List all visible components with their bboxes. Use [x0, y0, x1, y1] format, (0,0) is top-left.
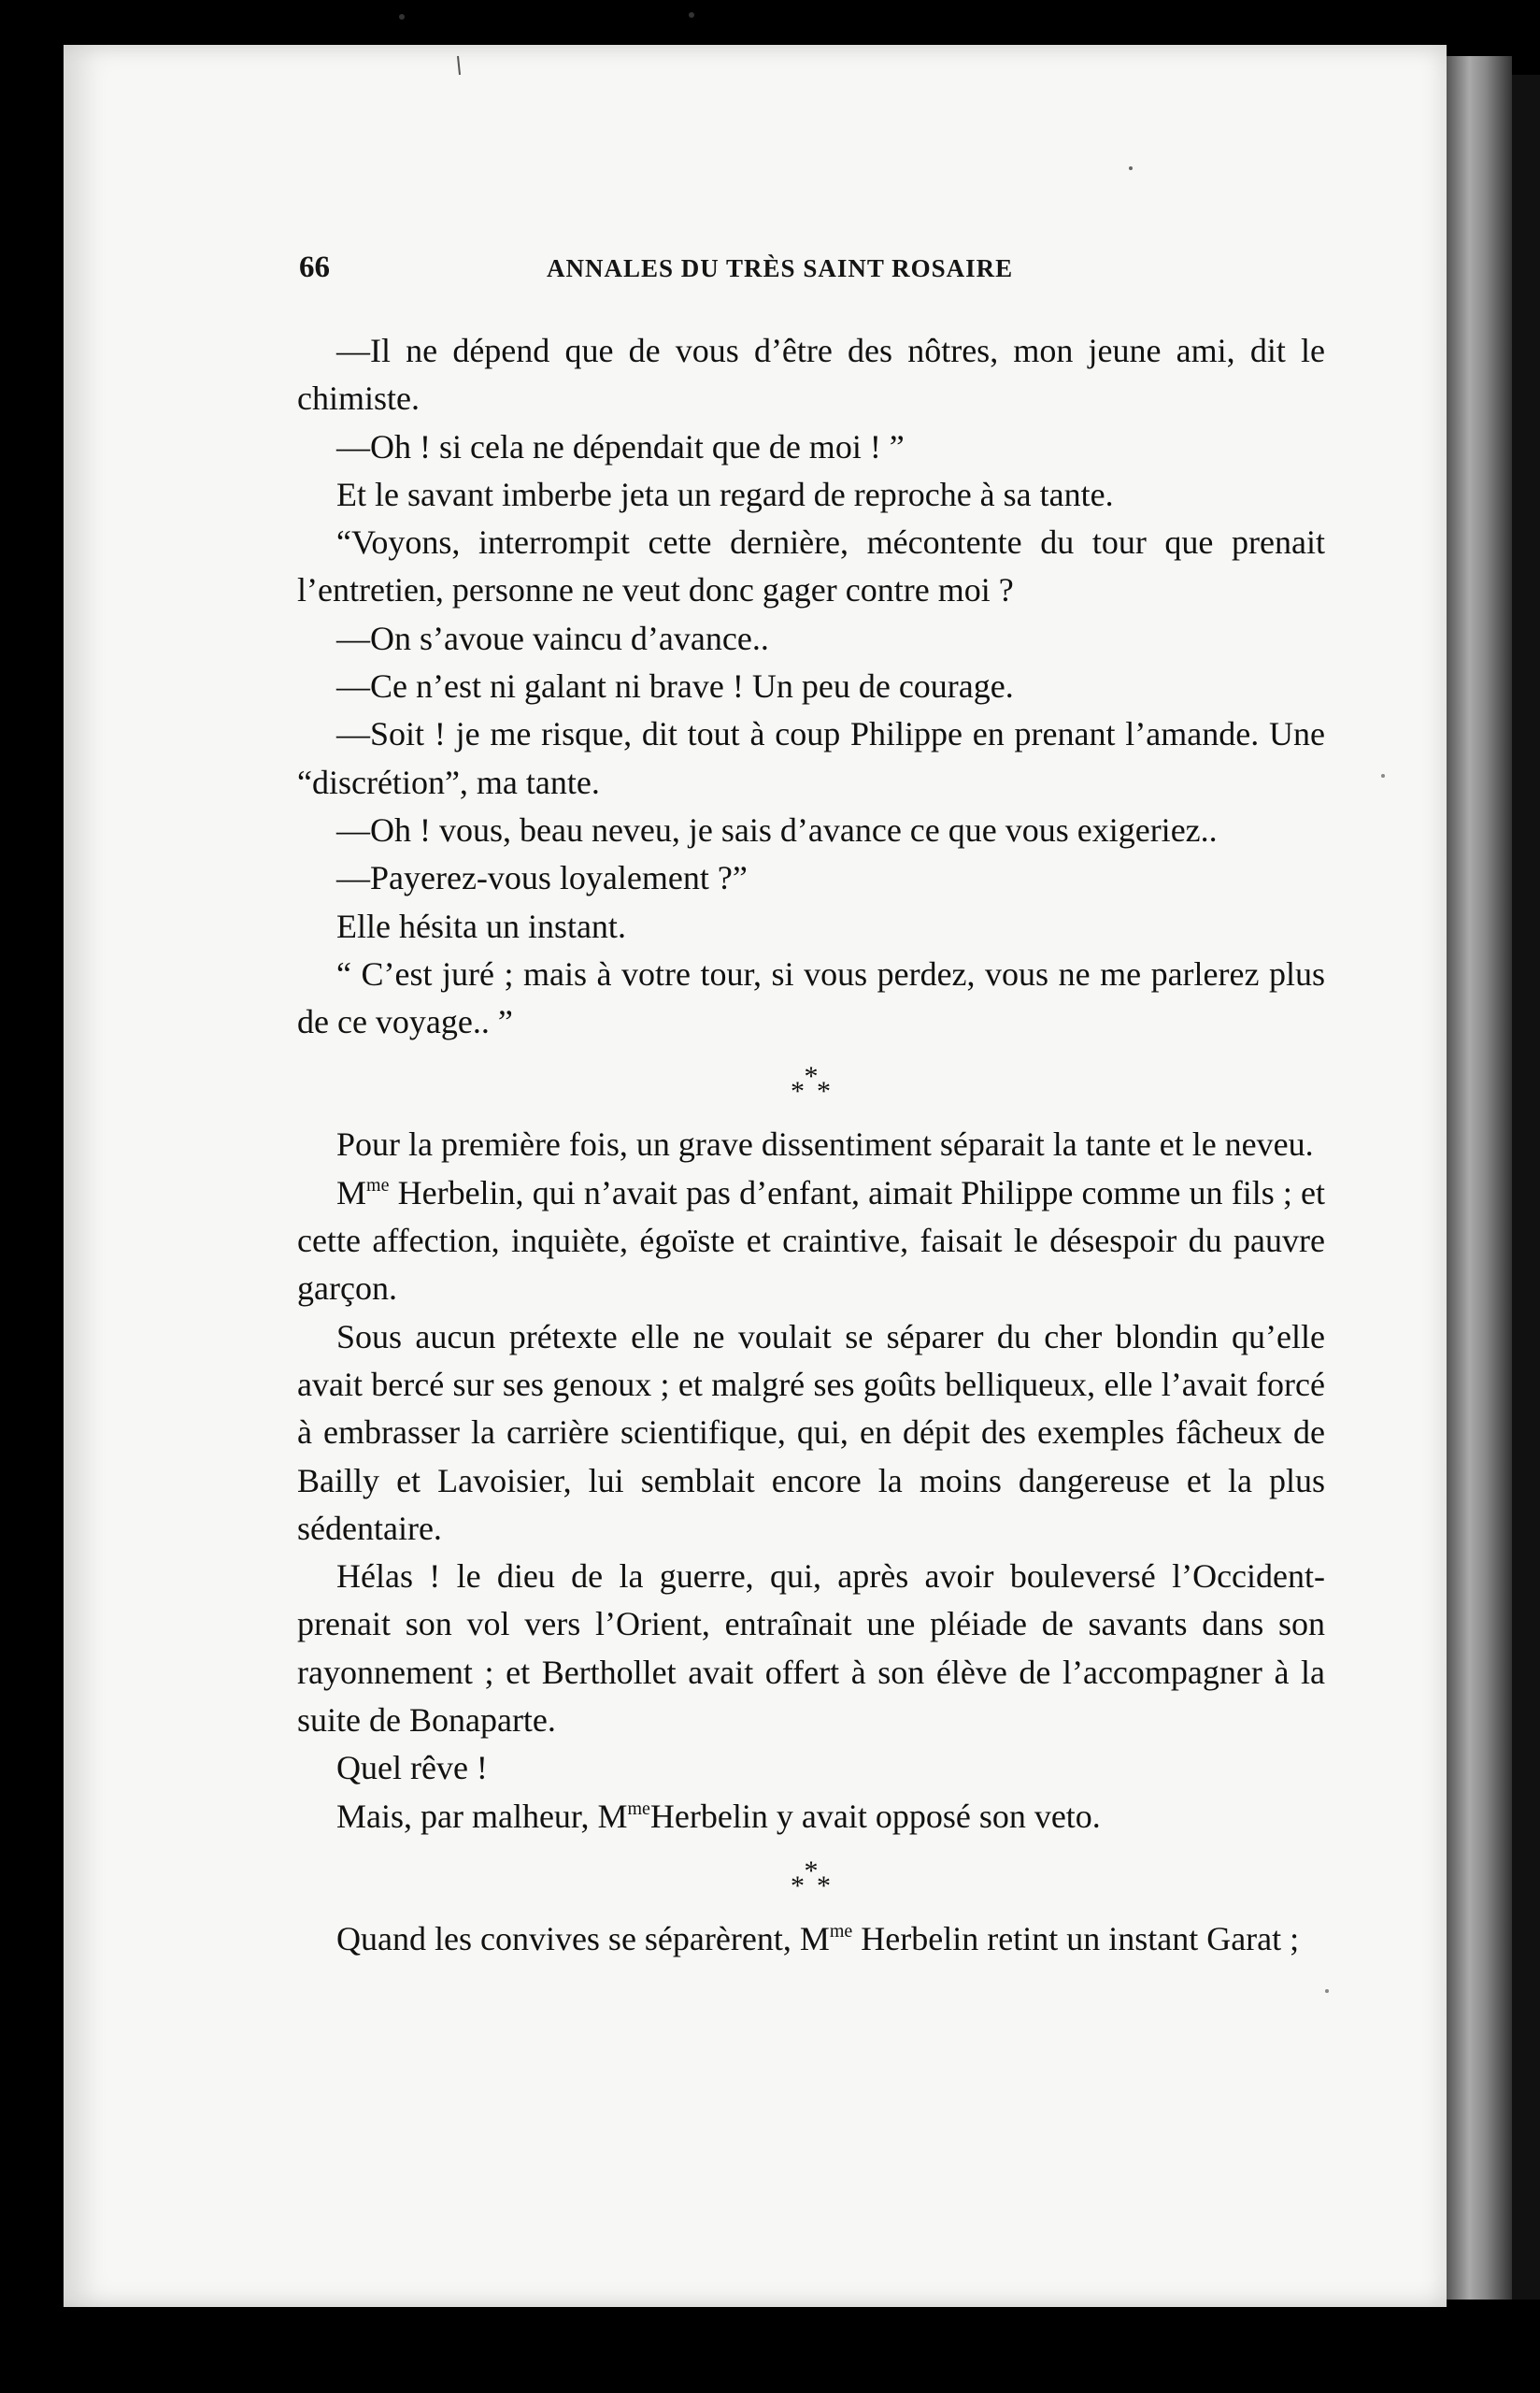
paragraph: —Oh ! vous, beau neveu, je sais d’avance ce que vous exigeriez.. [336, 810, 1218, 849]
paragraph: Et le savant imberbe jeta un regard de reproche à sa tante. [336, 475, 1114, 513]
text-body [297, 327, 1325, 1963]
abbrev-superscript: me [829, 1920, 853, 1942]
asterism-star-icon: * [817, 1076, 831, 1108]
paragraph: —Oh ! si cela ne dépendait que de moi ! ” [336, 427, 905, 466]
paragraph: —Payerez-vous loyalement ?” [336, 859, 748, 897]
paragraph [297, 1915, 1325, 1963]
page-header [299, 251, 1327, 288]
paragraph: —Ce n’est ni galant ni brave ! Un peu de courage. [336, 667, 1014, 706]
paragraph: “Voyons, interrompit cette dernière, mécontente du tour que prenait l’entretien, personne ne veut donc gager contre moi ? [297, 523, 1325, 609]
abbrev-base: M [336, 1173, 367, 1211]
asterism-star-icon: * [791, 1870, 805, 1901]
paragraph [297, 1169, 1325, 1313]
paragraph-text: Quand les convives se séparèrent, M [336, 1919, 830, 1957]
paragraph: —Il ne dépend que de vous d’être des nôtres, mon jeune ami, dit le chimiste. [297, 332, 1325, 418]
asterism-star-icon: * [804, 1061, 819, 1093]
running-title: ANNALES DU TRÈS SAINT ROSAIRE [547, 254, 1014, 282]
paragraph: —On s’avoue vaincu d’avance.. [336, 619, 769, 657]
paragraph: Pour la première fois, un grave dissentiment séparait la tante et le neveu. [336, 1125, 1314, 1164]
page-edge-shadow [1447, 56, 1512, 2300]
page-edge-dark [1512, 75, 1540, 2300]
asterism-separator [297, 1841, 1325, 1915]
paragraph-text: Herbelin, qui n’avait pas d’enfant, aimait Philippe comme un fils ; et cette affection, inquiète, égoïste et craintive, faisait le désespoir du pauvre garçon. [297, 1173, 1325, 1308]
paragraph: Sous aucun prétexte elle ne voulait se séparer du cher blondin qu’elle avait bercé sur ses genoux ; et malgré ses goûts belliqueux, elle l’avait forcé à embrasser la carrière scientifique, qui, en dépit des exemples fâcheux de Bailly et Lavoisier, lui semblait encore la moins dangereuse et la plus sédentaire. [297, 1317, 1325, 1547]
abbrev-superscript: me [366, 1174, 390, 1196]
paragraph: “ C’est juré ; mais à votre tour, si vous perdez, vous ne me parlerez plus de ce voyage.. ” [297, 954, 1325, 1041]
asterism-star-icon: * [791, 1076, 805, 1108]
abbrev-superscript: me [627, 1798, 650, 1819]
paragraph: Elle hésita un instant. [336, 907, 626, 945]
paragraph: Hélas ! le dieu de la guerre, qui, après avoir bouleversé l’Occident- prenait son vol vers l’Orient, entraînait une pléiade de savants dans son rayonnement ; et Berthollet avait offert à son élève de l’accompagner à la suite de Bonaparte. [297, 1557, 1325, 1740]
paragraph-text: Mais, par malheur, M [336, 1797, 628, 1835]
paragraph [297, 1793, 1325, 1841]
paragraph-text: Herbelin retint un instant Garat ; [852, 1919, 1300, 1957]
paragraph: Quel rêve ! [336, 1749, 488, 1787]
paragraph: —Soit ! je me risque, dit tout à coup Philippe en prenant l’amande. Une “discrétion”, ma tante. [297, 715, 1325, 801]
asterism-separator [297, 1046, 1325, 1121]
paragraph-text: Herbelin y avait opposé son veto. [649, 1797, 1101, 1835]
asterism-star-icon: * [804, 1855, 819, 1886]
page-number: 66 [299, 251, 330, 284]
asterism-star-icon: * [817, 1870, 831, 1901]
